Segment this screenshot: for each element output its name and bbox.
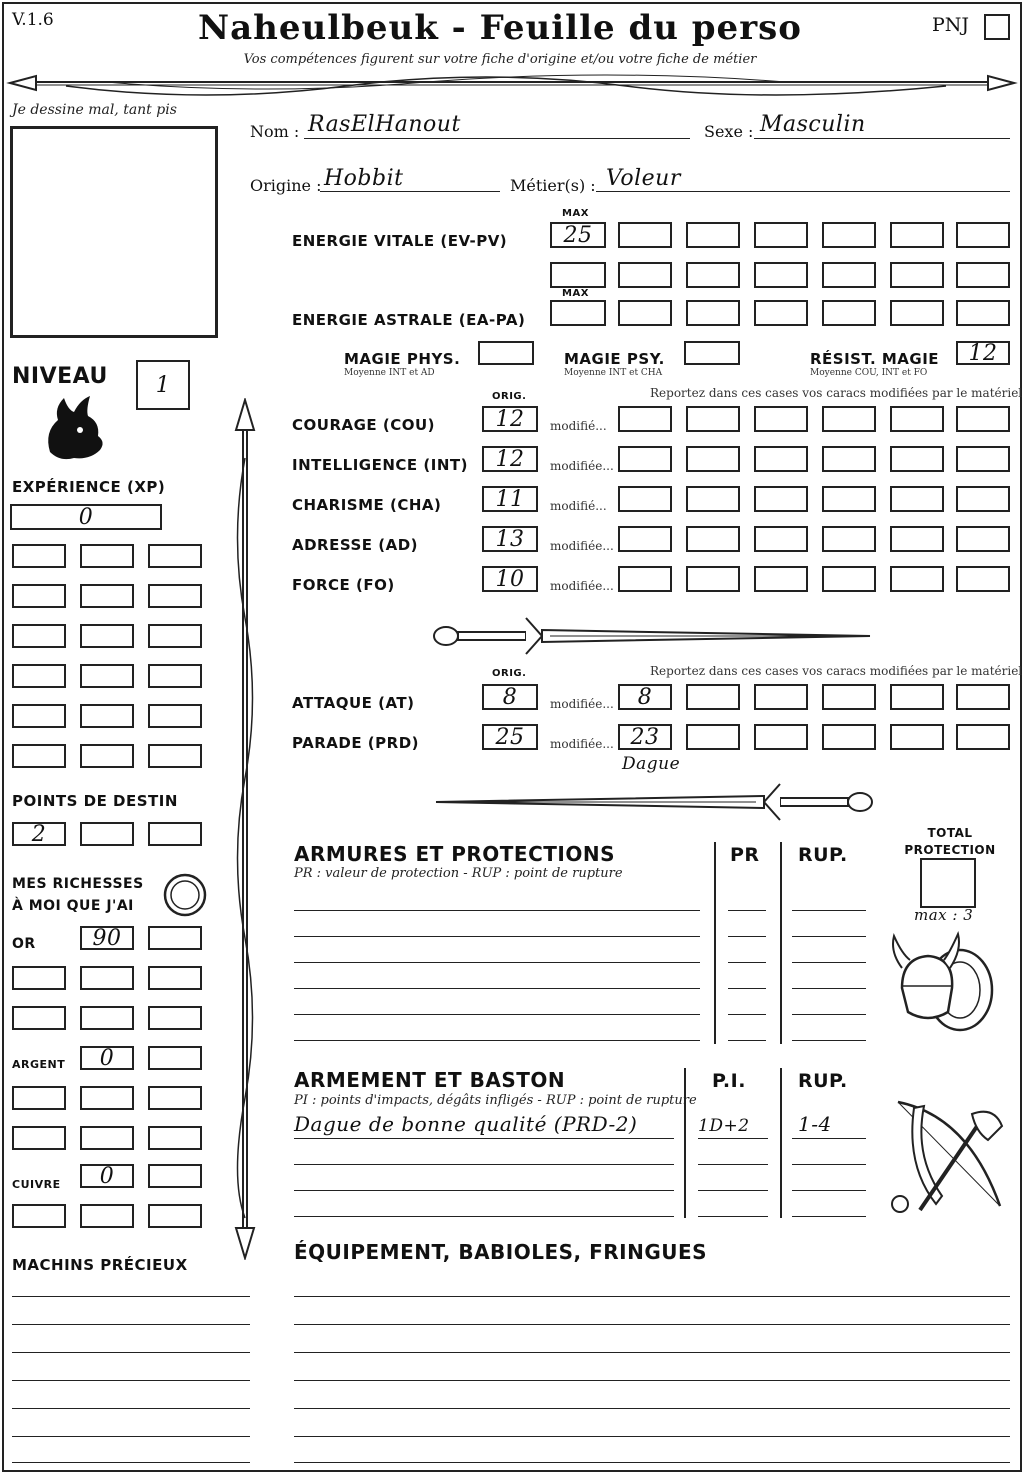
ev-box[interactable] [890,262,944,288]
armures-pr-label: PR [730,844,760,866]
armures-title: ARMURES ET PROTECTIONS [294,842,615,866]
cuivre-box[interactable]: 0 [80,1164,134,1188]
carac-mod-box[interactable] [890,486,944,512]
ea-box[interactable] [822,300,876,326]
page-subtitle: Vos compétences figurent sur votre fiche d'origine et/ou votre fiche de métier [243,52,757,67]
argent-box[interactable] [148,1126,202,1150]
armure-pr-line[interactable] [728,1014,766,1015]
xp-box[interactable]: 0 [10,504,162,530]
metier-line [596,191,1010,192]
nom-value[interactable]: RasElHanout [308,112,461,137]
armure-rup-line[interactable] [792,988,866,989]
carac-mod-box[interactable] [890,406,944,432]
magie-psy-note: Moyenne INT et CHA [564,368,663,378]
arme-line[interactable] [294,1138,674,1139]
carac-mod-box[interactable] [822,486,876,512]
xp-tally-box[interactable] [12,584,66,608]
page-title: Naheulbeuk - Feuille du perso [198,8,802,48]
parade-mod-box[interactable] [890,724,944,750]
xp-tally-box[interactable] [148,744,202,768]
pnj-checkbox[interactable] [984,14,1010,40]
xp-tally-box[interactable] [80,744,134,768]
total-max-note: max : 3 [914,906,974,924]
arme-line[interactable] [294,1190,674,1191]
ea-box[interactable] [686,300,740,326]
armures-rup-label: RUP. [798,844,848,866]
armure-line[interactable] [294,988,700,989]
machins-label: MACHINS PRÉCIEUX [12,1256,188,1274]
arme-rup-line[interactable] [792,1190,866,1191]
xp-label: EXPÉRIENCE (XP) [12,478,166,496]
xp-tally-box[interactable] [148,624,202,648]
armures-divider [714,842,716,1044]
ea-max-label: MAX [562,288,589,299]
arme-pi-line[interactable] [698,1164,768,1165]
parade-mod-label: modifiée... [550,737,614,751]
or-box[interactable] [148,966,202,990]
magie-phys-label: MAGIE PHYS. [344,350,461,368]
carac-orig-box[interactable]: 12 [482,446,538,472]
carac-mod-label: modifiée... [550,459,614,473]
carac-mod-box[interactable] [956,526,1010,552]
arme-line[interactable] [294,1164,674,1165]
carac-mod-box[interactable] [618,406,672,432]
attaque-mod-box[interactable] [956,684,1010,710]
equipement-line[interactable] [294,1462,1010,1463]
carac-orig-box[interactable]: 11 [482,486,538,512]
machins-line[interactable] [12,1380,250,1381]
resist-magie-label: RÉSIST. MAGIE [810,350,940,368]
carac-orig-box[interactable]: 12 [482,406,538,432]
sword-icon [430,778,876,826]
armures-divider [780,842,782,1044]
equipement-title: ÉQUIPEMENT, BABIOLES, FRINGUES [294,1240,708,1264]
carac-mod-box[interactable] [890,446,944,472]
carac-mod-box[interactable] [618,566,672,592]
pnj-label: PNJ [932,14,970,36]
carac-mod-box[interactable] [956,446,1010,472]
carac-mod-box[interactable] [618,526,672,552]
carac-label: FORCE (FO) [292,576,395,594]
arme-rup-line[interactable] [792,1164,866,1165]
or-label: OR [12,936,36,952]
armures-note: PR : valeur de protection - RUP : point de rupture [294,866,623,881]
or-box[interactable] [80,966,134,990]
carac-mod-box[interactable] [754,406,808,432]
xp-tally-box[interactable] [80,704,134,728]
carac-mod-box[interactable] [686,526,740,552]
machins-line[interactable] [12,1436,250,1437]
carac-label: COURAGE (COU) [292,416,436,434]
carac-mod-box[interactable] [618,486,672,512]
armure-pr-line[interactable] [728,1040,766,1041]
niveau-box[interactable]: 1 [136,360,190,410]
ev-box[interactable] [822,222,876,248]
equipement-line[interactable] [294,1436,1010,1437]
attaque-mod-box[interactable] [822,684,876,710]
destin-box[interactable] [80,822,134,846]
ev-max-box[interactable]: 25 [550,222,606,248]
machins-line[interactable] [12,1324,250,1325]
ea-box[interactable] [754,300,808,326]
machins-line[interactable] [12,1462,250,1463]
carac-mod-box[interactable] [686,406,740,432]
armement-pi-label: P.I. [712,1070,746,1092]
magie-psy-box[interactable] [684,341,740,365]
carac-mod-box[interactable] [686,566,740,592]
resist-magie-box[interactable]: 12 [956,341,1010,365]
ev-box[interactable] [618,222,672,248]
arme-rup-line[interactable] [792,1138,866,1139]
carac-label: CHARISME (CHA) [292,496,442,514]
resist-magie-note: Moyenne COU, INT et FO [810,368,928,378]
sexe-label: Sexe : [704,122,754,141]
sexe-value[interactable]: Masculin [760,112,866,137]
parade-mod-box[interactable] [686,724,740,750]
xp-tally-box[interactable] [80,584,134,608]
attaque-mod-label: modifiée... [550,697,614,711]
armure-line[interactable] [294,910,700,911]
total-label-2: PROTECTION [904,843,996,857]
combat-report-note: Reportez dans ces cases vos caracs modifiées par le matériel [650,664,1023,678]
xp-tally-box[interactable] [12,624,66,648]
argent-box[interactable] [80,1086,134,1110]
ev-box[interactable] [618,262,672,288]
armure-pr-line[interactable] [728,962,766,963]
xp-tally-box[interactable] [80,624,134,648]
parade-mod-box[interactable] [956,724,1010,750]
parade-mod-note: Dague [622,754,681,774]
carac-mod-box[interactable] [754,446,808,472]
armure-line[interactable] [294,936,700,937]
carac-label: INTELLIGENCE (INT) [292,456,468,474]
ev-box[interactable] [956,262,1010,288]
carac-label: ADRESSE (AD) [292,536,419,554]
carac-mod-box[interactable] [754,526,808,552]
origine-label: Origine : [250,176,322,195]
carac-mod-box[interactable] [618,446,672,472]
cuivre-label: CUIVRE [12,1178,61,1191]
arme-pi-line[interactable] [698,1190,768,1191]
xp-tally-box[interactable] [12,704,66,728]
equipement-line[interactable] [294,1380,1010,1381]
richesses-label-2: À MOI QUE J'AI [12,898,134,914]
attaque-mod-box[interactable] [686,684,740,710]
sword-icon [430,612,876,660]
xp-tally-box[interactable] [12,664,66,688]
carac-mod-box[interactable] [890,526,944,552]
weapon-1-pi[interactable]: 1D+2 [698,1116,750,1136]
arme-pi-line[interactable] [698,1138,768,1139]
attaque-label: ATTAQUE (AT) [292,694,415,712]
argent-box[interactable] [12,1126,66,1150]
magie-phys-note: Moyenne INT et AD [344,368,435,378]
armement-note: PI : points d'impacts, dégâts infligés - RUP : point de rupture [294,1093,697,1108]
ev-label: ENERGIE VITALE (EV-PV) [292,232,508,250]
armure-rup-line[interactable] [792,1040,866,1041]
armure-line[interactable] [294,962,700,963]
armement-rup-label: RUP. [798,1070,848,1092]
argent-box[interactable] [148,1046,202,1070]
parade-mod-box[interactable]: 23 [618,724,672,750]
destin-box[interactable] [148,822,202,846]
or-box[interactable]: 90 [80,926,134,950]
parade-mod-box[interactable] [822,724,876,750]
carac-mod-label: modifiée... [550,539,614,553]
xp-tally-box[interactable] [148,584,202,608]
metier-value[interactable]: Voleur [606,166,681,191]
machins-line[interactable] [12,1352,250,1353]
argent-box[interactable] [12,1086,66,1110]
ea-label: ENERGIE ASTRALE (EA-PA) [292,311,526,329]
argent-box[interactable] [148,1086,202,1110]
magie-psy-label: MAGIE PSY. [564,350,665,368]
cuivre-box[interactable] [12,1204,66,1228]
weapon-1-name[interactable]: Dague de bonne qualité (PRD-2) [294,1112,638,1136]
ea-box[interactable] [618,300,672,326]
carac-mod-box[interactable] [754,566,808,592]
portrait-box[interactable] [10,126,218,338]
xp-tally-box[interactable] [12,544,66,568]
ev-box[interactable] [754,262,808,288]
cuivre-box[interactable] [148,1164,202,1188]
carac-mod-box[interactable] [890,566,944,592]
weapon-1-rup[interactable]: 1-4 [798,1112,832,1136]
or-box[interactable] [12,966,66,990]
parade-mod-box[interactable] [754,724,808,750]
armure-pr-line[interactable] [728,910,766,911]
ev-box[interactable] [686,262,740,288]
total-label: TOTAL [927,826,973,840]
carac-mod-label: modifié... [550,419,607,433]
caracs-report-note: Reportez dans ces cases vos caracs modifiées par le matériel [650,386,1023,400]
carac-mod-box[interactable] [822,566,876,592]
nom-line [304,138,690,139]
origine-line [320,191,500,192]
attaque-mod-box[interactable] [890,684,944,710]
coin-icon [162,872,208,918]
equipement-line[interactable] [294,1324,1010,1325]
destin-box[interactable]: 2 [12,822,66,846]
armure-rup-line[interactable] [792,910,866,911]
equipement-line[interactable] [294,1296,1010,1297]
or-box[interactable] [148,926,202,950]
attaque-mod-box[interactable]: 8 [618,684,672,710]
ev-box[interactable] [754,222,808,248]
carac-mod-label: modifié... [550,499,607,513]
arme-line[interactable] [294,1216,674,1217]
cuivre-box[interactable] [148,1204,202,1228]
portrait-caption: Je dessine mal, tant pis [12,102,177,118]
xp-tally-box[interactable] [80,664,134,688]
or-box[interactable] [80,1006,134,1030]
attaque-orig-box[interactable]: 8 [482,684,538,710]
armure-pr-line[interactable] [728,988,766,989]
machins-line[interactable] [12,1296,250,1297]
carac-orig-box[interactable]: 10 [482,566,538,592]
richesses-label: MES RICHESSES [12,876,144,892]
ea-box[interactable] [956,300,1010,326]
machins-line[interactable] [12,1408,250,1409]
carac-mod-box[interactable] [754,486,808,512]
helmet-shield-icon [888,928,998,1036]
ea-max-box[interactable] [550,300,606,326]
carac-mod-box[interactable] [822,446,876,472]
arme-rup-line[interactable] [792,1216,866,1217]
armure-rup-line[interactable] [792,936,866,937]
parade-label: PARADE (PRD) [292,734,420,752]
carac-mod-box[interactable] [686,446,740,472]
cuivre-box[interactable] [80,1204,134,1228]
armure-line[interactable] [294,1040,700,1041]
carac-orig-box[interactable]: 13 [482,526,538,552]
carac-mod-box[interactable] [956,566,1010,592]
armure-pr-line[interactable] [728,936,766,937]
or-box[interactable] [148,1006,202,1030]
ev-box[interactable] [956,222,1010,248]
ev-box[interactable] [890,222,944,248]
xp-tally-box[interactable] [80,544,134,568]
armement-divider [780,1068,782,1218]
carac-mod-box[interactable] [822,526,876,552]
caracs-orig-label: ORIG. [492,391,527,402]
ev-box[interactable] [686,222,740,248]
argent-box[interactable] [80,1126,134,1150]
ev-box[interactable] [822,262,876,288]
dragon-icon [40,392,106,464]
armure-rup-line[interactable] [792,962,866,963]
destin-label: POINTS DE DESTIN [12,792,178,810]
origine-value[interactable]: Hobbit [324,166,404,191]
xp-tally-box[interactable] [148,704,202,728]
armement-title: ARMEMENT ET BASTON [294,1068,566,1092]
nom-label: Nom : [250,122,300,141]
carac-mod-box[interactable] [956,486,1010,512]
ev-max-label: MAX [562,208,589,219]
metier-label: Métier(s) : [510,176,596,195]
argent-box[interactable]: 0 [80,1046,134,1070]
armure-line[interactable] [294,1014,700,1015]
xp-tally-box[interactable] [148,664,202,688]
xp-tally-box[interactable] [12,744,66,768]
spear-icon [228,398,262,1260]
carac-mod-box[interactable] [686,486,740,512]
xp-tally-box[interactable] [148,544,202,568]
ev-box[interactable] [550,262,606,288]
or-box[interactable] [12,1006,66,1030]
version-label: V.1.6 [12,10,54,30]
total-protection-box[interactable] [920,858,976,908]
armement-divider [684,1068,686,1218]
equipement-line[interactable] [294,1408,1010,1409]
combat-orig-label: ORIG. [492,668,527,679]
armure-rup-line[interactable] [792,1014,866,1015]
magie-phys-box[interactable] [478,341,534,365]
carac-mod-box[interactable] [822,406,876,432]
sexe-line [754,138,1010,139]
ea-box[interactable] [890,300,944,326]
attaque-mod-box[interactable] [754,684,808,710]
parade-orig-box[interactable]: 25 [482,724,538,750]
niveau-label: NIVEAU [12,364,108,389]
crossed-weapons-icon [884,1096,1010,1220]
carac-mod-box[interactable] [956,406,1010,432]
arme-pi-line[interactable] [698,1216,768,1217]
argent-label: ARGENT [12,1058,66,1071]
carac-mod-label: modifiée... [550,579,614,593]
equipement-line[interactable] [294,1352,1010,1353]
